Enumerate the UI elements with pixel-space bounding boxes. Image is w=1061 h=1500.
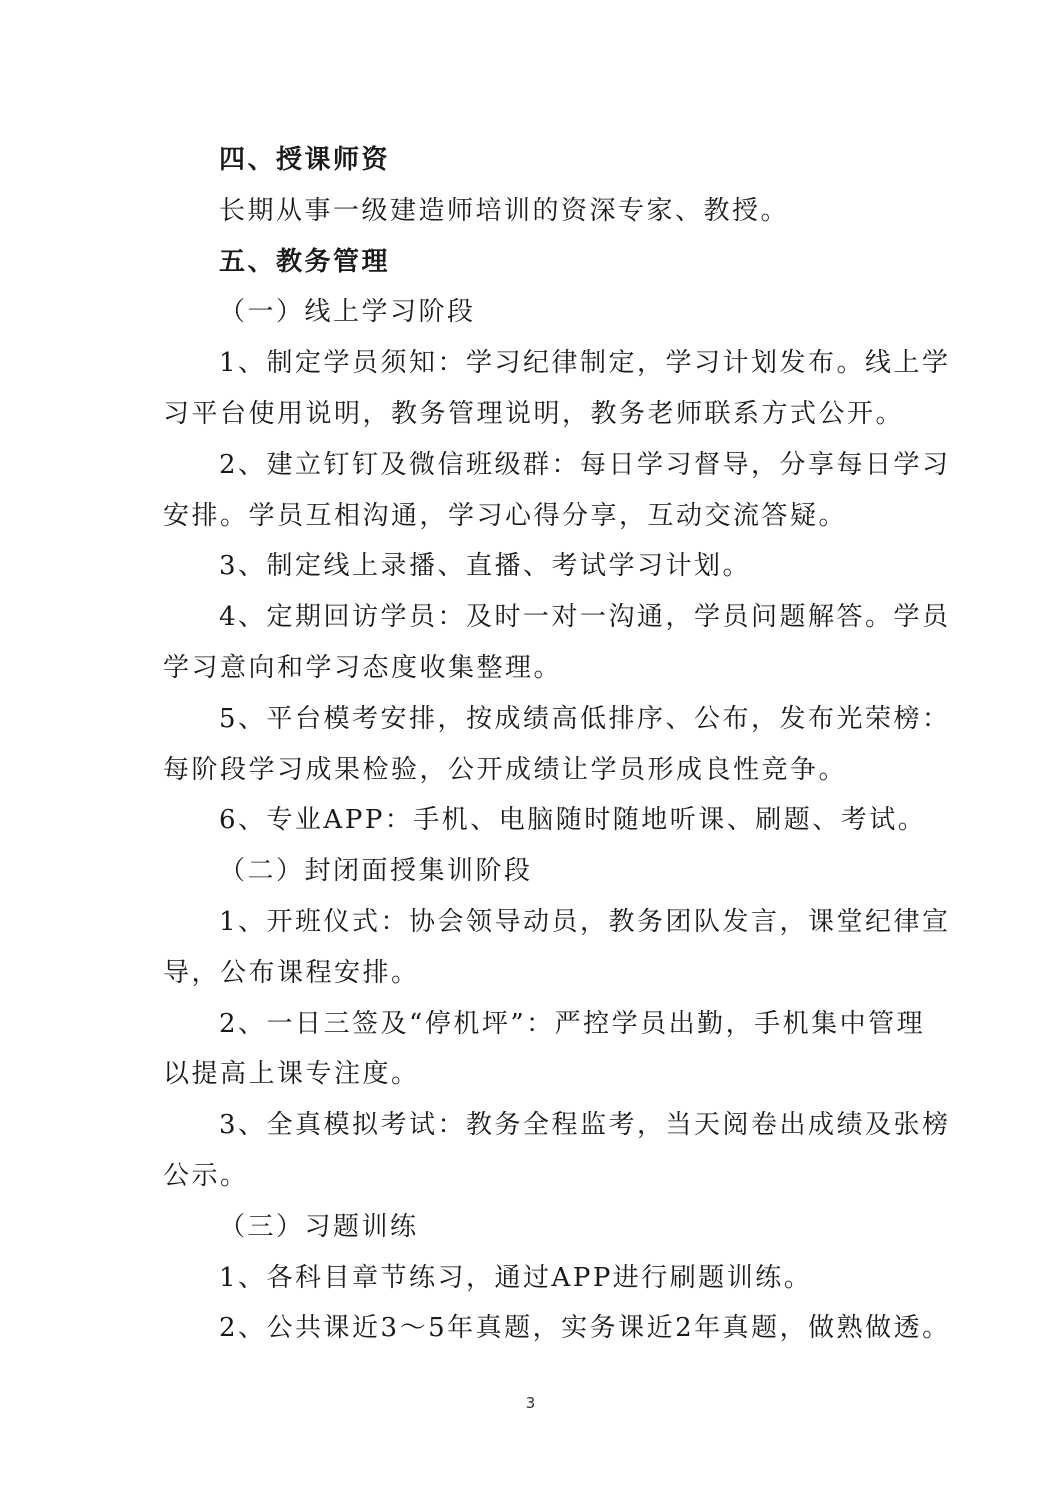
paragraph-line: 公示。	[163, 1160, 249, 1191]
section-heading-academic-management: 五、教务管理	[219, 246, 391, 277]
paragraph-line: 2、建立钉钉及微信班级群：每日学习督导，分享每日学习	[219, 449, 951, 480]
paragraph-line: 2、一日三签及“停机坪”：严控学员出勤，手机集中管理	[219, 1008, 926, 1039]
paragraph-line: 1、开班仪式：协会领导动员，教务团队发言，课堂纪律宣	[219, 906, 951, 937]
subsection-heading-closed-training: （二）封闭面授集训阶段	[219, 856, 533, 887]
paragraph-line: 以提高上课专注度。	[163, 1059, 420, 1090]
paragraph-line: 1、各科目章节练习，通过APP进行刷题训练。	[219, 1262, 813, 1293]
page-number: 3	[525, 1394, 536, 1412]
paragraph-line: 每阶段学习成果检验，公开成绩让学员形成良性竞争。	[163, 754, 848, 785]
paragraph-line: 2、公共课近3～5年真题，实务课近2年真题，做熟做透。	[219, 1313, 951, 1344]
paragraph-line: 习平台使用说明，教务管理说明，教务老师联系方式公开。	[163, 398, 905, 429]
paragraph-line: 5、平台模考安排，按成绩高低排序、公布，发布光荣榜：	[219, 703, 951, 734]
paragraph-line: 3、全真模拟考试：教务全程监考，当天阅卷出成绩及张榜	[219, 1110, 951, 1141]
subsection-heading-online: （一）线上学习阶段	[219, 297, 476, 328]
paragraph-line: 4、定期回访学员：及时一对一沟通，学员问题解答。学员	[219, 602, 951, 633]
paragraph-line: 6、专业APP：手机、电脑随时随地听课、刷题、考试。	[219, 805, 927, 836]
subsection-heading-exercises: （三）习题训练	[219, 1211, 419, 1242]
paragraph-line: 学习意向和学习态度收集整理。	[163, 652, 563, 683]
paragraph-line: 3、制定线上录播、直播、考试学习计划。	[219, 551, 752, 582]
document-body	[163, 135, 951, 1354]
paragraph-line: 导，公布课程安排。	[163, 957, 420, 988]
paragraph-line: 安排。学员互相沟通，学习心得分享，互动交流答疑。	[163, 500, 848, 531]
section-heading-faculty: 四、授课师资	[219, 145, 391, 175]
paragraph-line: 1、制定学员须知：学习纪律制定，学习计划发布。线上学	[219, 348, 951, 379]
paragraph-line: 长期从事一级建造师培训的资深专家、教授。	[219, 195, 790, 226]
